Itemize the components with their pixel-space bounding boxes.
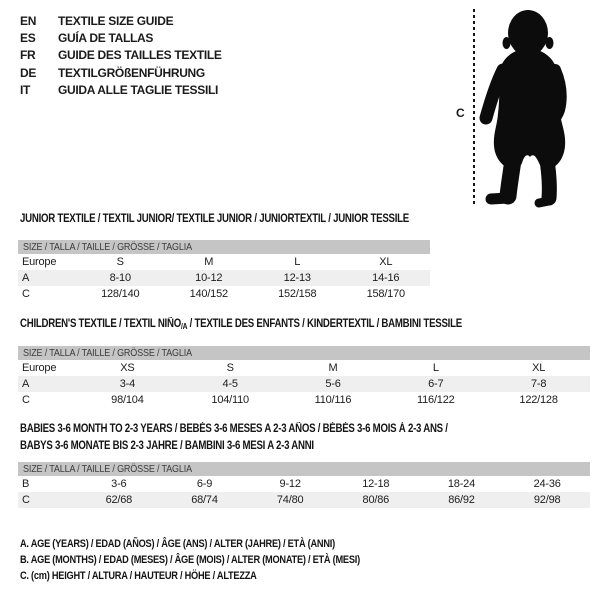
size-cell: 122/128 (519, 394, 558, 406)
size-cell: 110/116 (314, 394, 352, 406)
language-title: TEXTILGRÖßENFÜHRUNG (58, 65, 205, 80)
size-header-label: SIZE / TALLA / TAILLE / GRÖSSE / TAGLIA (23, 347, 192, 359)
language-title: GUÍA DE TALLAS (58, 31, 154, 46)
size-cell: 158/170 (366, 288, 405, 300)
size-cell: 152/158 (278, 288, 317, 300)
language-code: DE (20, 65, 37, 80)
language-row-en (20, 12, 222, 29)
language-code: ES (20, 31, 36, 46)
row-label: A (18, 270, 76, 286)
height-measure-line (473, 9, 475, 206)
size-header-bar (18, 346, 590, 360)
language-list (20, 12, 222, 99)
table-row (18, 286, 430, 302)
row-label: C (22, 394, 30, 406)
size-cell: 98/104 (111, 394, 144, 406)
row-label: Europe (22, 362, 57, 374)
row-label: Europe (22, 256, 57, 268)
junior-table (18, 240, 430, 302)
language-row-es (20, 29, 222, 46)
size-cell: 8-10 (76, 270, 165, 286)
size-cell: 128/140 (101, 288, 140, 300)
size-cell: 3-6 (111, 478, 127, 490)
table-row (18, 360, 590, 376)
language-code: IT (20, 83, 31, 98)
size-cell: 68/74 (162, 492, 248, 508)
size-cell: L (432, 362, 439, 374)
size-cell: 3-4 (76, 376, 179, 392)
size-cell: M (204, 256, 214, 268)
junior-size-table (18, 254, 430, 302)
table-row (18, 392, 590, 408)
children-title-sub: /A (180, 322, 188, 331)
size-header-bar (18, 462, 590, 476)
height-measure-label: C (456, 106, 465, 120)
children-table-title (20, 318, 462, 331)
language-code: EN (20, 13, 37, 28)
footnote-a: A. AGE (YEARS) / EDAD (AÑOS) / ÂGE (ANS) / ALTER (JAHRE) / ETÀ (ANNI) (20, 538, 335, 550)
row-label: B (22, 478, 30, 490)
size-cell: 14-16 (342, 270, 431, 286)
size-cell: XL (379, 256, 393, 268)
size-cell: 104/110 (211, 394, 249, 406)
size-cell: 80/86 (333, 492, 419, 508)
size-cell: 92/98 (504, 492, 590, 508)
size-header-label: SIZE / TALLA / TAILLE / GRÖSSE / TAGLIA (23, 241, 192, 253)
size-cell: 4-5 (179, 376, 282, 392)
language-row-de (20, 64, 222, 81)
language-title: GUIDA ALLE TAGLIE TESSILI (58, 83, 219, 98)
size-cell: 6-7 (384, 376, 487, 392)
size-cell: 5-6 (282, 376, 385, 392)
row-label: C (18, 492, 76, 508)
size-header-bar (18, 240, 430, 254)
language-title: TEXTILE SIZE GUIDE (58, 13, 174, 28)
size-cell: 7-8 (487, 376, 590, 392)
size-cell: 18-24 (447, 478, 476, 490)
table-row (18, 270, 430, 286)
language-code: FR (20, 48, 36, 63)
children-title-prefix: CHILDREN'S TEXTILE / TEXTIL NIÑO (20, 318, 181, 330)
size-cell: 116/122 (417, 394, 455, 406)
size-cell: 12-13 (253, 270, 342, 286)
size-cell: XS (120, 362, 135, 374)
children-table (18, 346, 590, 408)
junior-table-title: JUNIOR TEXTILE / TEXTIL JUNIOR/ TEXTILE JUNIOR / JUNIORTEXTIL / JUNIOR TESSILE (20, 213, 409, 225)
table-row (18, 492, 590, 508)
size-cell: L (294, 256, 301, 268)
size-cell: 140/152 (189, 288, 228, 300)
language-row-fr (20, 47, 222, 64)
table-row (18, 476, 590, 492)
baby-silhouette-icon (478, 2, 598, 212)
size-header-label: SIZE / TALLA / TAILLE / GRÖSSE / TAGLIA (23, 463, 192, 475)
row-label: A (18, 376, 76, 392)
size-cell: M (328, 362, 338, 374)
size-cell: XL (532, 362, 546, 374)
size-cell: 86/92 (419, 492, 505, 508)
children-title-suffix: / TEXTILE DES ENFANTS / KINDERTEXTIL / BAMBINI TESSILE (187, 318, 462, 330)
babies-size-table (18, 476, 590, 508)
size-cell: 24-36 (533, 478, 561, 490)
size-cell: 9-12 (279, 478, 301, 490)
size-cell: S (116, 256, 124, 268)
footnotes (20, 536, 425, 584)
table-row (18, 254, 430, 270)
size-cell: 62/68 (76, 492, 162, 508)
babies-table-title (20, 421, 448, 454)
language-title: GUIDE DES TAILLES TEXTILE (58, 48, 222, 63)
size-cell: S (226, 362, 234, 374)
footnote-b: B. AGE (MONTHS) / EDAD (MESES) / ÂGE (MOIS) / ALTER (MONATE) / ETÀ (MESI) (20, 554, 360, 566)
babies-title-line1: BABIES 3-6 MONTH TO 2-3 YEARS / BEBÉS 3-6 MESES A 2-3 AÑOS / BÉBÉS 3-6 MOIS À 2-3 ANS / (20, 423, 448, 435)
row-label: C (22, 288, 30, 300)
size-cell: 6-9 (196, 478, 213, 490)
language-row-it (20, 82, 222, 99)
size-cell: 12-18 (362, 478, 390, 490)
children-size-table (18, 360, 590, 408)
babies-title-line2: BABYS 3-6 MONATE BIS 2-3 JAHRE / BAMBINI 3-6 MESI A 2-3 ANNI (20, 439, 314, 452)
footnote-c: C. (cm) HEIGHT / ALTURA / HAUTEUR / HÖHE / ALTEZZA (20, 570, 257, 582)
babies-table (18, 462, 590, 508)
size-cell: 74/80 (247, 492, 333, 508)
table-row (18, 376, 590, 392)
size-cell: 10-12 (165, 270, 254, 286)
